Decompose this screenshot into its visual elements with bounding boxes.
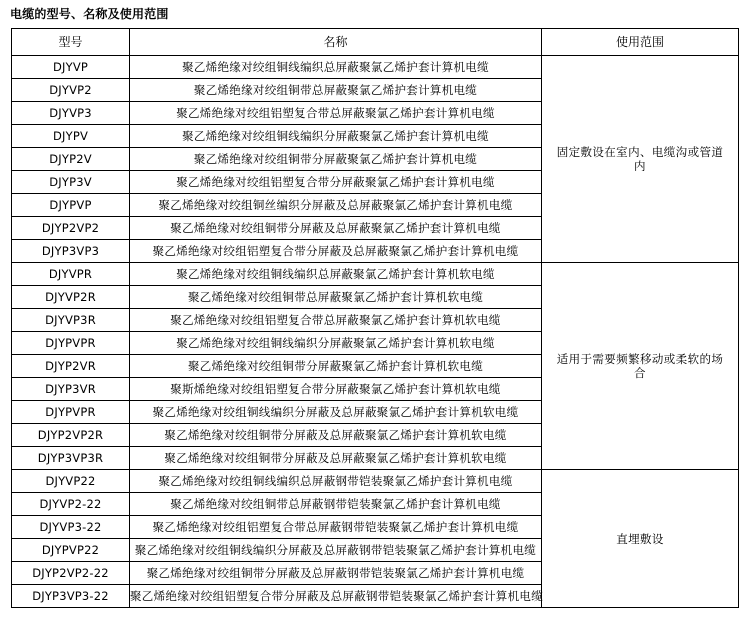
table-header — [12, 29, 739, 56]
cell-model: DJYVP3-22 — [12, 516, 130, 539]
cell-model: DJYP2VR — [12, 355, 130, 378]
cell-name: 聚乙烯绝缘对绞组铝塑复合带总屏蔽聚氯乙烯护套计算机软电缆 — [130, 309, 542, 332]
page-title: 电缆的型号、名称及使用范围 — [10, 7, 169, 21]
table-header-row — [12, 29, 739, 56]
cell-model: DJYP2VP2-22 — [12, 562, 130, 585]
cell-scope — [542, 56, 739, 263]
cell-model: DJYP3VP3-22 — [12, 585, 130, 608]
scope-text: 固定敷设在室内、电缆沟或管道内 — [556, 145, 724, 173]
cell-model: DJYVP3 — [12, 102, 130, 125]
cell-model: DJYVP2-22 — [12, 493, 130, 516]
table-row — [12, 263, 739, 286]
cell-model: DJYVP2 — [12, 79, 130, 102]
cell-name: 聚乙烯绝缘对绞组铜线编织总屏蔽聚氯乙烯护套计算机电缆 — [130, 56, 542, 79]
cell-name: 聚乙烯绝缘对绞组铝塑复合带总屏蔽钢带铠装聚氯乙烯护套计算机电缆 — [130, 516, 542, 539]
cell-model: DJYP2VP2 — [12, 217, 130, 240]
cell-name: 聚乙烯绝缘对绞组铜带分屏蔽聚氯乙烯护套计算机软电缆 — [130, 355, 542, 378]
cell-model: DJYP2VP2R — [12, 424, 130, 447]
cell-name: 聚乙烯绝缘对绞组铜带分屏蔽及总屏蔽聚氯乙烯护套计算机软电缆 — [130, 424, 542, 447]
cell-model: DJYVP3R — [12, 309, 130, 332]
cell-name: 聚乙烯绝缘对绞组铜线编织分屏蔽聚氯乙烯护套计算机电缆 — [130, 125, 542, 148]
cell-name: 聚乙烯绝缘对绞组铝塑复合带总屏蔽聚氯乙烯护套计算机电缆 — [130, 102, 542, 125]
cell-name: 聚乙烯绝缘对绞组铜线编织总屏蔽聚氯乙烯护套计算机软电缆 — [130, 263, 542, 286]
cell-model: DJYP3V — [12, 171, 130, 194]
table-body — [12, 56, 739, 608]
cell-model: DJYPVP22 — [12, 539, 130, 562]
cell-name: 聚乙烯绝缘对绞组铜带分屏蔽及总屏蔽聚氯乙烯护套计算机软电缆 — [130, 447, 542, 470]
cell-model: DJYVP — [12, 56, 130, 79]
scope-text: 直埋敷设 — [616, 531, 664, 546]
scope-text: 适用于需要频繁移动或柔软的场合 — [556, 352, 724, 380]
cell-name: 聚乙烯绝缘对绞组铜线编织总屏蔽钢带铠装聚氯乙烯护套计算机电缆 — [130, 470, 542, 493]
cell-name: 聚乙烯绝缘对绞组铝塑复合带分屏蔽及总屏蔽聚氯乙烯护套计算机电缆 — [130, 240, 542, 263]
cell-name: 聚乙烯绝缘对绞组铜带总屏蔽钢带铠装聚氯乙烯护套计算机电缆 — [130, 493, 542, 516]
cell-model: DJYP3VP3R — [12, 447, 130, 470]
cell-name: 聚乙烯绝缘对绞组铜线编织分屏蔽及总屏蔽钢带铠装聚氯乙烯护套计算机电缆 — [130, 539, 542, 562]
cell-scope — [542, 470, 739, 608]
cell-model: DJYPVPR — [12, 332, 130, 355]
cell-model: DJYP3VR — [12, 378, 130, 401]
cable-specification-table — [11, 28, 739, 608]
cell-name: 聚乙烯绝缘对绞组铜带总屏蔽聚氯乙烯护套计算机电缆 — [130, 79, 542, 102]
cell-model: DJYVPR — [12, 263, 130, 286]
column-header-model: 型号 — [12, 29, 130, 56]
cell-model: DJYVP22 — [12, 470, 130, 493]
cell-name: 聚乙烯绝缘对绞组铜带分屏蔽及总屏蔽钢带铠装聚氯乙烯护套计算机电缆 — [130, 562, 542, 585]
cell-name: 聚乙烯绝缘对绞组铜带总屏蔽聚氯乙烯护套计算机软电缆 — [130, 286, 542, 309]
cell-name: 聚乙烯绝缘对绞组铝塑复合带分屏蔽及总屏蔽钢带铠装聚氯乙烯护套计算机电缆 — [130, 585, 542, 608]
cell-name: 聚乙烯绝缘对绞组铜丝编织分屏蔽及总屏蔽聚氯乙烯护套计算机电缆 — [130, 194, 542, 217]
cell-model: DJYPVP — [12, 194, 130, 217]
cell-name: 聚乙烯绝缘对绞组铜带分屏蔽及总屏蔽聚氯乙烯护套计算机电缆 — [130, 217, 542, 240]
cell-name: 聚斯烯绝缘对绞组铝塑复合带分屏蔽聚氯乙烯护套计算机软电缆 — [130, 378, 542, 401]
cell-name: 聚乙烯绝缘对绞组铜线编织分屏蔽及总屏蔽聚氯乙烯护套计算机软电缆 — [130, 401, 542, 424]
cell-model: DJYPVPR — [12, 401, 130, 424]
cell-model: DJYPV — [12, 125, 130, 148]
column-header-name: 名称 — [130, 29, 542, 56]
cell-model: DJYP2V — [12, 148, 130, 171]
cell-name: 聚乙烯绝缘对绞组铜带分屏蔽聚氯乙烯护套计算机电缆 — [130, 148, 542, 171]
table-row — [12, 56, 739, 79]
cell-name: 聚乙烯绝缘对绞组铜线编织分屏蔽聚氯乙烯护套计算机软电缆 — [130, 332, 542, 355]
cell-scope — [542, 263, 739, 470]
table-row — [12, 470, 739, 493]
cell-name: 聚乙烯绝缘对绞组铝塑复合带分屏蔽聚氯乙烯护套计算机电缆 — [130, 171, 542, 194]
cell-model: DJYVP2R — [12, 286, 130, 309]
cell-model: DJYP3VP3 — [12, 240, 130, 263]
column-header-scope: 使用范围 — [542, 29, 739, 56]
